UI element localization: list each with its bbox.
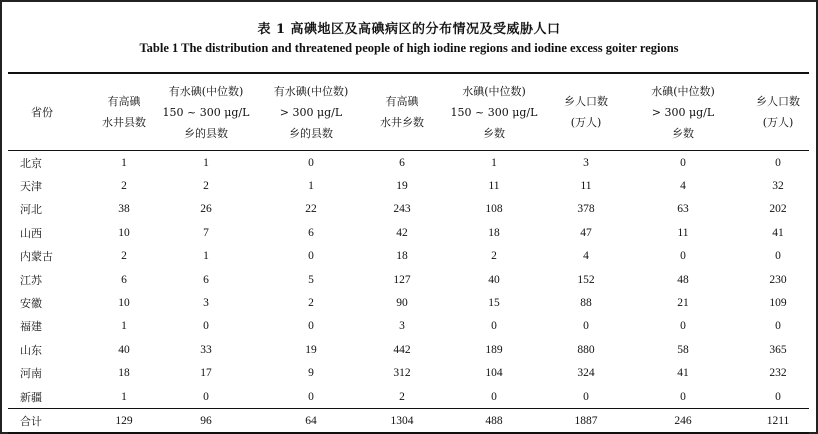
table-row (8, 174, 809, 197)
value-cell: 63 (677, 203, 689, 216)
table-row (8, 385, 809, 408)
value-cell: 2 (121, 250, 127, 263)
value-cell: 1887 (574, 414, 598, 427)
value-cell: 0 (583, 320, 589, 333)
province-cell: 山东 (20, 343, 42, 357)
column-header (446, 74, 542, 150)
value-cell: 0 (680, 320, 686, 333)
column-header (728, 74, 818, 150)
column-header-line: 有高碘 (107, 95, 141, 108)
value-cell: 18 (118, 367, 130, 380)
value-cell: 6 (203, 273, 209, 286)
value-cell: 442 (393, 343, 411, 356)
province-cell: 天津 (20, 180, 42, 194)
table-title-english: Table 1 The distribution and threatened people of high iodine regions and iodine excess goiter regions (139, 41, 679, 55)
table-row (8, 315, 809, 338)
value-cell: 312 (393, 367, 411, 380)
value-cell: 9 (308, 367, 314, 380)
table-row (8, 151, 809, 174)
value-cell: 0 (308, 250, 314, 263)
value-cell: 230 (769, 273, 787, 286)
province-cell: 合计 (20, 414, 42, 428)
value-cell: 18 (488, 226, 500, 239)
value-cell: 0 (308, 156, 314, 169)
column-header (158, 74, 254, 150)
table-row (8, 198, 809, 221)
value-cell: 6 (121, 273, 127, 286)
column-header-line: 乡的县数 (289, 126, 333, 140)
column-header-line: 乡数 (483, 126, 505, 140)
value-cell: 17 (200, 367, 212, 380)
value-cell: 127 (393, 273, 411, 286)
value-cell: 1 (203, 250, 209, 263)
column-header-line: 乡人口数 (564, 95, 608, 108)
value-cell: 0 (203, 390, 209, 403)
value-cell: 1 (308, 180, 314, 193)
province-cell: 内蒙古 (20, 250, 53, 264)
value-cell: 2 (491, 250, 497, 263)
value-cell: 129 (115, 414, 133, 427)
column-header-line: 省份 (31, 105, 53, 119)
value-cell: 0 (775, 156, 781, 169)
value-cell: 19 (305, 343, 317, 356)
value-cell: 378 (577, 203, 595, 216)
province-cell: 福建 (20, 320, 42, 334)
value-cell: 7 (203, 226, 209, 239)
value-cell: 1 (121, 156, 127, 169)
table-title-chinese: 表 1 高碘地区及高碘病区的分布情况及受威胁人口 (257, 22, 561, 37)
value-cell: 246 (674, 414, 692, 427)
table-row (8, 338, 809, 361)
value-cell: 488 (485, 414, 503, 427)
value-cell: 243 (393, 203, 411, 216)
table-total-row (8, 408, 809, 432)
table-row (8, 221, 809, 244)
column-header-line: 有水碘(中位数) (168, 84, 244, 98)
value-cell: 11 (488, 180, 500, 193)
column-header-line: 水碘(中位数) (462, 84, 526, 98)
value-cell: 2 (308, 297, 314, 310)
value-cell: 15 (488, 297, 500, 310)
value-cell: 6 (399, 156, 405, 169)
value-cell: 0 (491, 390, 497, 403)
value-cell: 0 (203, 320, 209, 333)
column-header-line: 乡的县数 (184, 126, 228, 140)
column-header (8, 74, 76, 150)
value-cell: 0 (775, 390, 781, 403)
value-cell: 189 (485, 343, 503, 356)
column-header (352, 74, 452, 150)
value-cell: 108 (485, 203, 503, 216)
value-cell: 880 (577, 343, 595, 356)
value-cell: 152 (577, 273, 595, 286)
value-cell: 40 (118, 343, 130, 356)
distribution-table (8, 72, 809, 434)
value-cell: 2 (121, 180, 127, 193)
value-cell: 40 (488, 273, 500, 286)
province-cell: 北京 (20, 156, 42, 170)
value-cell: 104 (485, 367, 503, 380)
value-cell: 0 (491, 320, 497, 333)
value-cell: 3 (203, 297, 209, 310)
column-header-line: 150 ~ 300 μg/L (162, 105, 250, 119)
column-header-line: (万人) (762, 116, 794, 129)
column-header (536, 74, 636, 150)
value-cell: 10 (118, 226, 130, 239)
value-cell: 88 (580, 297, 592, 310)
value-cell: 38 (118, 203, 130, 216)
column-header-line: 乡数 (672, 126, 694, 140)
province-cell: 河北 (20, 203, 42, 217)
value-cell: 33 (200, 343, 212, 356)
table-header (8, 74, 809, 151)
value-cell: 324 (577, 367, 595, 380)
value-cell: 3 (399, 320, 405, 333)
value-cell: 3 (583, 156, 589, 169)
value-cell: 5 (308, 273, 314, 286)
column-header-line: 水碘(中位数) (651, 84, 715, 98)
column-header-line: > 300 μg/L (651, 105, 715, 119)
value-cell: 19 (396, 180, 408, 193)
column-header-line: > 300 μg/L (279, 105, 343, 119)
table-body (8, 151, 809, 408)
value-cell: 0 (308, 390, 314, 403)
value-cell: 4 (680, 180, 686, 193)
value-cell: 232 (769, 367, 787, 380)
value-cell: 0 (680, 390, 686, 403)
value-cell: 26 (200, 203, 212, 216)
value-cell: 32 (772, 180, 784, 193)
value-cell: 1 (121, 320, 127, 333)
value-cell: 41 (772, 226, 784, 239)
column-header (261, 74, 361, 150)
value-cell: 1211 (766, 414, 790, 427)
column-header-line: 水井县数 (102, 116, 146, 129)
province-cell: 山西 (20, 226, 42, 240)
column-header-line: (万人) (570, 116, 602, 129)
value-cell: 96 (200, 414, 212, 427)
column-header-line: 水井乡数 (380, 116, 424, 129)
value-cell: 6 (308, 226, 314, 239)
value-cell: 0 (775, 250, 781, 263)
value-cell: 1304 (390, 414, 414, 427)
value-cell: 22 (305, 203, 317, 216)
column-header-line: 有高碘 (385, 95, 419, 108)
value-cell: 0 (775, 320, 781, 333)
value-cell: 1 (203, 156, 209, 169)
value-cell: 58 (677, 343, 689, 356)
value-cell: 11 (677, 226, 689, 239)
value-cell: 4 (583, 250, 589, 263)
value-cell: 1 (491, 156, 497, 169)
value-cell: 10 (118, 297, 130, 310)
province-cell: 安徽 (20, 297, 42, 311)
column-header (633, 74, 733, 150)
value-cell: 47 (580, 226, 592, 239)
table-row (8, 362, 809, 385)
table-row (8, 268, 809, 291)
province-cell: 江苏 (20, 273, 42, 287)
table-row (8, 291, 809, 314)
value-cell: 0 (680, 156, 686, 169)
value-cell: 11 (580, 180, 592, 193)
table-row (8, 245, 809, 268)
value-cell: 18 (396, 250, 408, 263)
province-cell: 新疆 (20, 390, 42, 404)
value-cell: 41 (677, 367, 689, 380)
value-cell: 90 (396, 297, 408, 310)
value-cell: 21 (677, 297, 689, 310)
value-cell: 2 (203, 180, 209, 193)
value-cell: 0 (308, 320, 314, 333)
value-cell: 202 (769, 203, 787, 216)
column-header-line: 乡人口数 (756, 95, 800, 108)
value-cell: 48 (677, 273, 689, 286)
value-cell: 1 (121, 390, 127, 403)
value-cell: 2 (399, 390, 405, 403)
column-header-line: 150 ~ 300 μg/L (450, 105, 538, 119)
value-cell: 0 (680, 250, 686, 263)
value-cell: 0 (583, 390, 589, 403)
value-cell: 64 (305, 414, 317, 427)
value-cell: 365 (769, 343, 787, 356)
province-cell: 河南 (20, 367, 42, 381)
value-cell: 109 (769, 297, 787, 310)
column-header-line: 有水碘(中位数) (273, 84, 349, 98)
value-cell: 42 (396, 226, 408, 239)
